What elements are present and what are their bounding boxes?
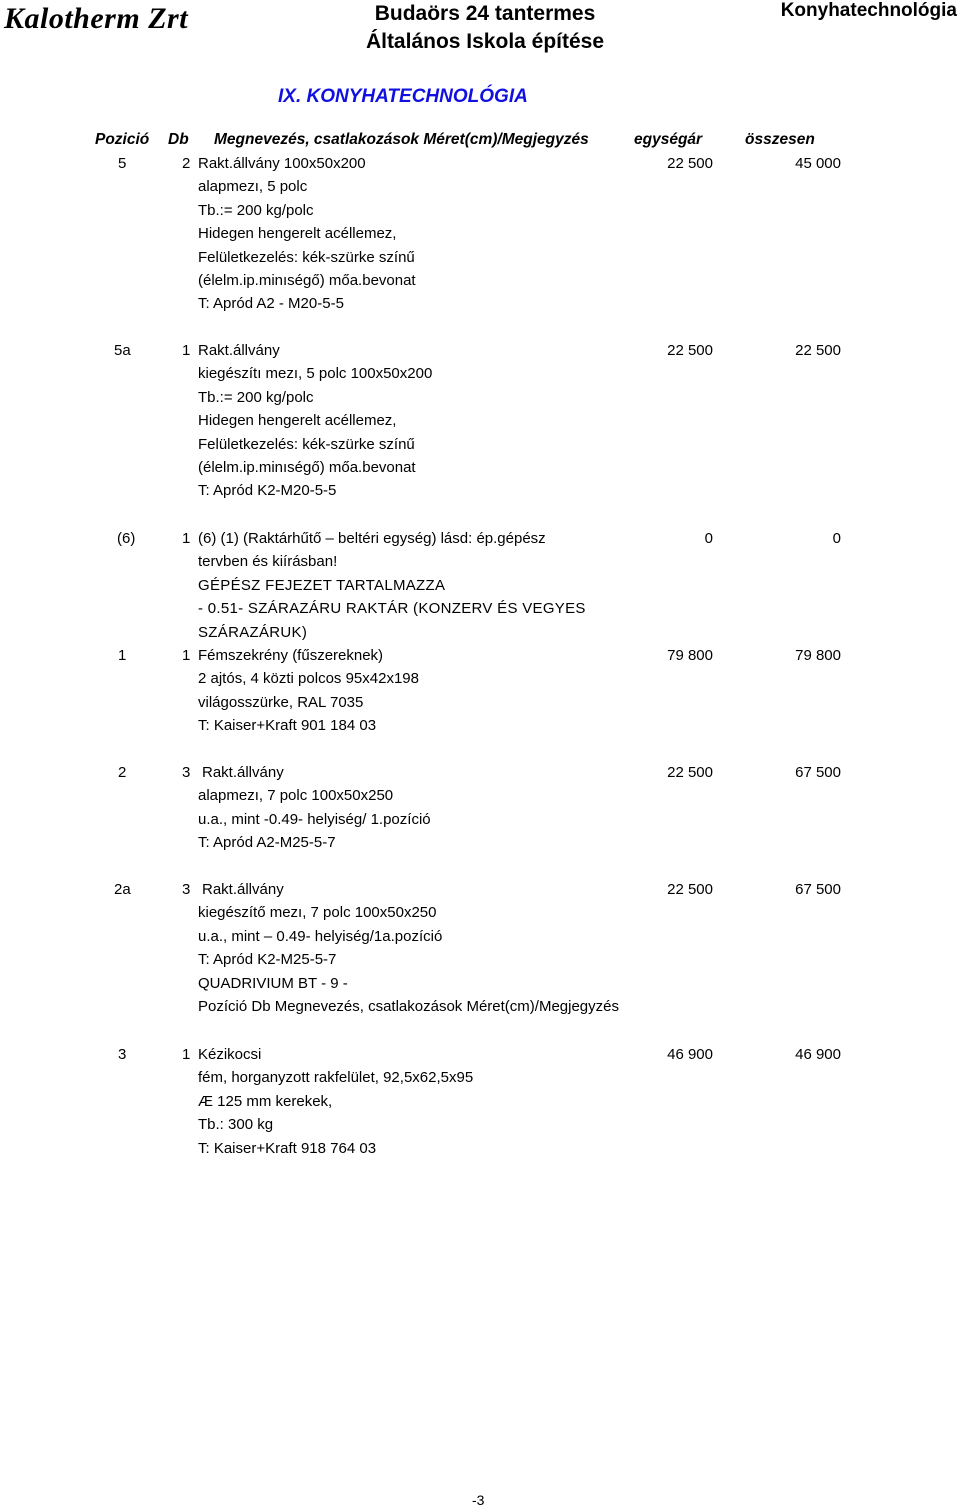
item-total: 46 900 [795, 1046, 841, 1063]
item-db: 1 [182, 342, 191, 359]
description-line: Felületkezelés: kék-szürke színű [198, 435, 415, 453]
item-total: 0 [832, 530, 841, 547]
description-line: Fémszekrény (fűszereknek) [198, 647, 384, 664]
description-line: fém, horganyzott rakfelület, 92,5x62,5x95 [198, 1069, 474, 1087]
description-line: Tb.: 300 kg [198, 1116, 274, 1134]
section-title: IX. KONYHATECHNOLÓGIA [278, 86, 528, 107]
description-line: SZÁRAZÁRUK) [198, 623, 308, 641]
item-unit-price: 22 500 [667, 764, 713, 781]
description-line: (6) (1) (Raktárhűtő – beltéri egység) lásd: ép.gépész [198, 530, 546, 547]
item-unit-price: 22 500 [667, 155, 713, 172]
description-line: Tb.:= 200 kg/polc [198, 388, 314, 406]
item-unit-price: 46 900 [667, 1046, 713, 1063]
description-line: Hidegen hengerelt acéllemez, [198, 225, 397, 243]
description-line: (élelm.ip.minıségő) mőa.bevonat [198, 458, 416, 476]
description-line: T: Kaiser+Kraft 918 764 03 [198, 1139, 377, 1157]
description-line: Pozíció Db Megnevezés, csatlakozások Méret(cm)/Megjegyzés [198, 997, 619, 1015]
item-description [198, 527, 586, 644]
description-line: T: Kaiser+Kraft 901 184 03 [198, 717, 377, 735]
item-db: 1 [182, 530, 191, 547]
description-line: Felületkezelés: kék-szürke színű [198, 248, 415, 266]
description-line: Rakt.állvány [202, 881, 284, 898]
item-description [198, 644, 419, 738]
col-header-megnevezes: Megnevezés, csatlakozások Méret(cm)/Megjegyzés [214, 131, 589, 148]
description-line: u.a., mint -0.49- helyiség/ 1.pozíció [198, 810, 431, 828]
item-unit-price: 22 500 [667, 342, 713, 359]
item-pozicio: 3 [118, 1046, 127, 1063]
item-db: 1 [182, 1046, 191, 1063]
description-line: T: Apród K2-M25-5-7 [198, 951, 337, 969]
project-title-line2: Általános Iskola építése [365, 30, 605, 53]
description-line: kiegészítő mezı, 7 polc 100x50x250 [198, 904, 437, 922]
item-description [198, 152, 416, 316]
item-description [198, 761, 431, 855]
item-description [198, 878, 619, 1018]
item-db: 1 [182, 647, 191, 664]
col-header-egysegar: egységár [634, 131, 703, 148]
description-line: kiegészítı mezı, 5 polc 100x50x200 [198, 365, 433, 383]
col-header-osszesen: összesen [745, 131, 815, 148]
description-line: T: Apród A2-M25-5-7 [198, 834, 336, 852]
section-name: Konyhatechnológia [780, 0, 957, 21]
description-line: GÉPÉSZ FEJEZET TARTALMAZZA [198, 576, 446, 594]
description-line: 2 ajtós, 4 közti polcos 95x42x198 [198, 670, 419, 688]
item-total: 45 000 [795, 155, 841, 172]
description-line: T: Apród K2-M20-5-5 [198, 482, 337, 500]
col-header-db: Db [168, 131, 189, 148]
item-total: 79 800 [795, 647, 841, 664]
project-title-line1: Budaörs 24 tantermes [374, 2, 596, 25]
item-description [198, 1043, 473, 1160]
description-line: Rakt.állvány [202, 764, 284, 781]
item-unit-price: 22 500 [667, 881, 713, 898]
project-title [350, 0, 620, 56]
page-number: -3 [472, 1492, 485, 1508]
company-logo: Kalotherm Zrt [4, 2, 189, 35]
description-line: alapmezı, 7 polc 100x50x250 [198, 787, 394, 805]
item-pozicio: 2 [118, 764, 127, 781]
item-db: 2 [182, 155, 191, 172]
item-total: 67 500 [795, 881, 841, 898]
description-line: QUADRIVIUM BT - 9 - [198, 974, 348, 992]
item-pozicio: (6) [117, 530, 136, 547]
description-line: Rakt.állvány [198, 342, 280, 359]
description-line: Kézikocsi [198, 1046, 262, 1063]
item-total: 67 500 [795, 764, 841, 781]
description-line: Rakt.állvány 100x50x200 [198, 155, 366, 172]
item-db: 3 [182, 881, 191, 898]
description-line: (élelm.ip.minıségő) mőa.bevonat [198, 271, 416, 289]
item-pozicio: 5a [114, 342, 131, 359]
description-line: Hidegen hengerelt acéllemez, [198, 412, 397, 430]
description-line: alapmezı, 5 polc [198, 178, 308, 196]
description-line: Tb.:= 200 kg/polc [198, 201, 314, 219]
item-db: 3 [182, 764, 191, 781]
col-header-pozicio: Pozició [95, 131, 150, 148]
item-pozicio: 2a [114, 881, 131, 898]
item-pozicio: 5 [118, 155, 127, 172]
item-description [198, 339, 432, 503]
description-line: - 0.51- SZÁRAZÁRU RAKTÁR (KONZERV ÉS VEGYES [198, 600, 586, 618]
item-total: 22 500 [795, 342, 841, 359]
description-line: u.a., mint – 0.49- helyiség/1a.pozíció [198, 927, 443, 945]
item-pozicio: 1 [118, 647, 127, 664]
description-line: világosszürke, RAL 7035 [198, 693, 364, 711]
description-line: T: Apród A2 - M20-5-5 [198, 295, 344, 313]
item-unit-price: 0 [704, 530, 713, 547]
item-unit-price: 79 800 [667, 647, 713, 664]
description-line: tervben és kiírásban! [198, 553, 338, 571]
description-line: Æ 125 mm kerekek, [198, 1092, 333, 1110]
